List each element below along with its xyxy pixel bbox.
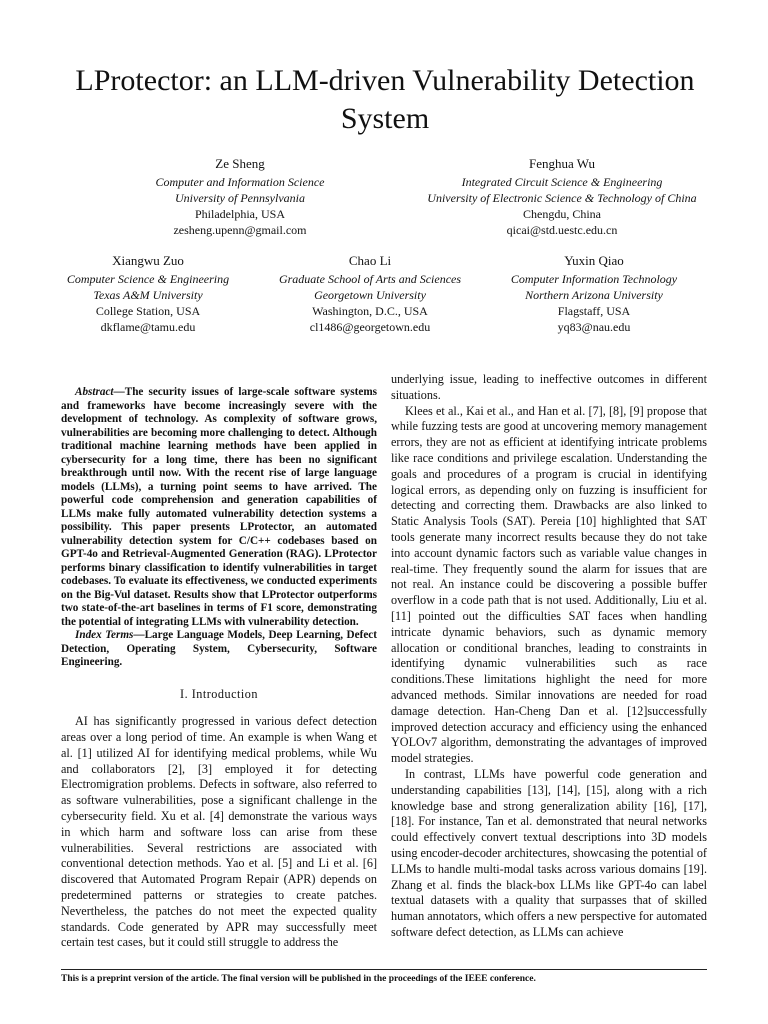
author-block [412, 155, 712, 238]
abstract-text: —The security issues of large-scale software systems and frameworks have become increasingly severe with the development of technology. As complexity of software grows, vulnerabilities are becoming more challenging to detect. Although traditional machine learning methods have been applied in cybersecurity for a long time, there has been no significant breakthrough until now. With the recent rise of large language models (LLMs), a turning point seems to have arrived. The powerful code comprehension and generation capabilities of LLMs make fully automated vulnerability detection systems a possibility. This paper presents LProtector, an automated vulnerability detection system for C/C++ codebases based on GPT-4o and Retrieval-Augmented Generation (RAG). LProtector performs binary classification to identify vulnerabilities in target codebases. To evaluate its effectiveness, we conducted experiments on the Big-Vul dataset. Results show that LProtector outperforms two state-of-the-art baselines in terms of F1 score, demonstrating the potential of integrating LLMs with vulnerability detection. [61, 386, 377, 628]
author-affiliation: Computer and Information Science [155, 175, 325, 189]
author-name: Yuxin Qiao [564, 253, 624, 268]
index-terms [61, 629, 377, 670]
footnote-divider [61, 969, 707, 970]
author-name: Ze Sheng [215, 156, 265, 171]
index-terms-text: —Large Language Models, Deep Learning, Defect Detection, Operating System, Cybersecurity, Software Engineering. [61, 629, 377, 668]
body-paragraph: In contrast, LLMs have powerful code generation and understanding capabilities [13], [14], [15], along with a rich knowledge base and strong generalization ability [16], [17], [18]. For instance, Tan et al. demonstrated that neural networks could effectively convert textual descriptions into 3D models using encoder-decoder architectures, showcasing the potential of LLMs to handle multi-modal tasks across various domains [19]. Zhang et al. finds the black-box LLMs like GPT-4o can label textual datasets with a quality that surpasses that of skilled human annotators, which offers a new perspective for automated software defect detection, as LLMs can achieve [391, 766, 707, 939]
author-affiliation: Computer Science & Engineering [66, 272, 230, 286]
author-affiliation: Graduate School of Arts and Sciences [278, 272, 462, 286]
author-location: College Station, USA [95, 304, 201, 318]
author-location: Philadelphia, USA [195, 207, 285, 221]
author-name: Chao Li [348, 253, 392, 268]
section-heading-introduction: I. Introduction [180, 686, 258, 701]
author-location: Washington, D.C., USA [312, 304, 428, 318]
author-email: zesheng.upenn@gmail.com [173, 223, 307, 237]
author-block [90, 155, 390, 238]
body-paragraph: Klees et al., Kai et al., and Han et al. [7], [8], [9] propose that while fuzzing tests are good at uncovering memory management errors, they are not as efficient at identifying intricate problems like race conditions and privilege escalation. Understanding the goals and procedures of a program is crucial in identifying logical errors, as depending only on fuzzing is insufficient for detecting and correcting them. Drawbacks are also linked to Static Analysis Tools (SAT). Pereia [10] highlighted that SAT tools generate many incorrect results because they do not take into account dynamic factors such as variable value changes in real-time. They frequently sound the alarm for issues that are not real. An instance could be discovering a possible buffer overflow in a code path that is not used. Additionally, Liu et al. [11] pointed out the difficulties SAT faces when handling intricate dynamic behaviors, such as dynamic memory allocation or conditional branches, leading to constraints in identifying dynamic vulnerabilities such as race conditions.These limitations highlight the need for more advanced methods. Similar innovations are needed for road damage detection. Han-Cheng Dan et al. [12]successfully improved detection accuracy and efficiency using the enhanced YOLOv7 algorithm, demonstrating the advantages of improved model strategies. [391, 403, 707, 766]
author-email: cl1486@georgetown.edu [309, 320, 431, 334]
author-institution: Georgetown University [314, 288, 426, 302]
author-institution: Texas A&M University [93, 288, 203, 302]
author-block [260, 252, 480, 335]
author-institution: Northern Arizona University [525, 288, 663, 302]
left-column [61, 386, 377, 951]
author-affiliation: Integrated Circuit Science & Engineering [461, 175, 663, 189]
author-institution: University of Electronic Science & Technology of China [427, 191, 697, 205]
author-email: dkflame@tamu.edu [100, 320, 196, 334]
body-paragraph: underlying issue, leading to ineffective outcomes in different situations. [391, 372, 707, 402]
abstract [61, 386, 377, 629]
abstract-label: Abstract [75, 386, 114, 398]
author-institution: University of Pennsylvania [175, 191, 305, 205]
author-name: Fenghua Wu [528, 156, 596, 171]
index-terms-label: Index Terms [75, 629, 134, 641]
paper-title: LProtector: an LLM-driven Vulnerability Detection System [75, 64, 695, 135]
author-block [48, 252, 248, 335]
author-location: Chengdu, China [523, 207, 601, 221]
author-affiliation: Computer Information Technology [510, 272, 678, 286]
body-paragraph: AI has significantly progressed in various defect detection areas over a long period of time. An example is when Wang et al. [1] utilized AI for identifying medical problems, while Wu and collaborators [2], [3] employed it for detecting Electromigration problems. Defects in software, also referred to as software vulnerabilities, pose a significant challenge in the cybersecurity field. Xu et al. [4] demonstrate the various ways in which harm and software loss can arise from these vulnerabilities. Several restrictions are associated with conventional detection methods. Yao et al. [5] and Li et al. [6] discovered that Automated Program Repair (APR) depends on predetermined patterns or strategies to create patches. Nevertheless, the patches do not meet the expected quality standards. Code generated by APR may successfully meet certain test cases, but it could still struggle to address the [61, 714, 377, 950]
author-block [488, 252, 700, 335]
right-column [391, 372, 707, 941]
author-email: qicai@std.uestc.edu.cn [506, 223, 618, 237]
footnote: This is a preprint version of the article. The final version will be published in the proceedings of the IEEE conference. [61, 974, 536, 984]
author-name: Xiangwu Zuo [112, 253, 184, 268]
author-location: Flagstaff, USA [557, 304, 631, 318]
author-email: yq83@nau.edu [557, 320, 631, 334]
